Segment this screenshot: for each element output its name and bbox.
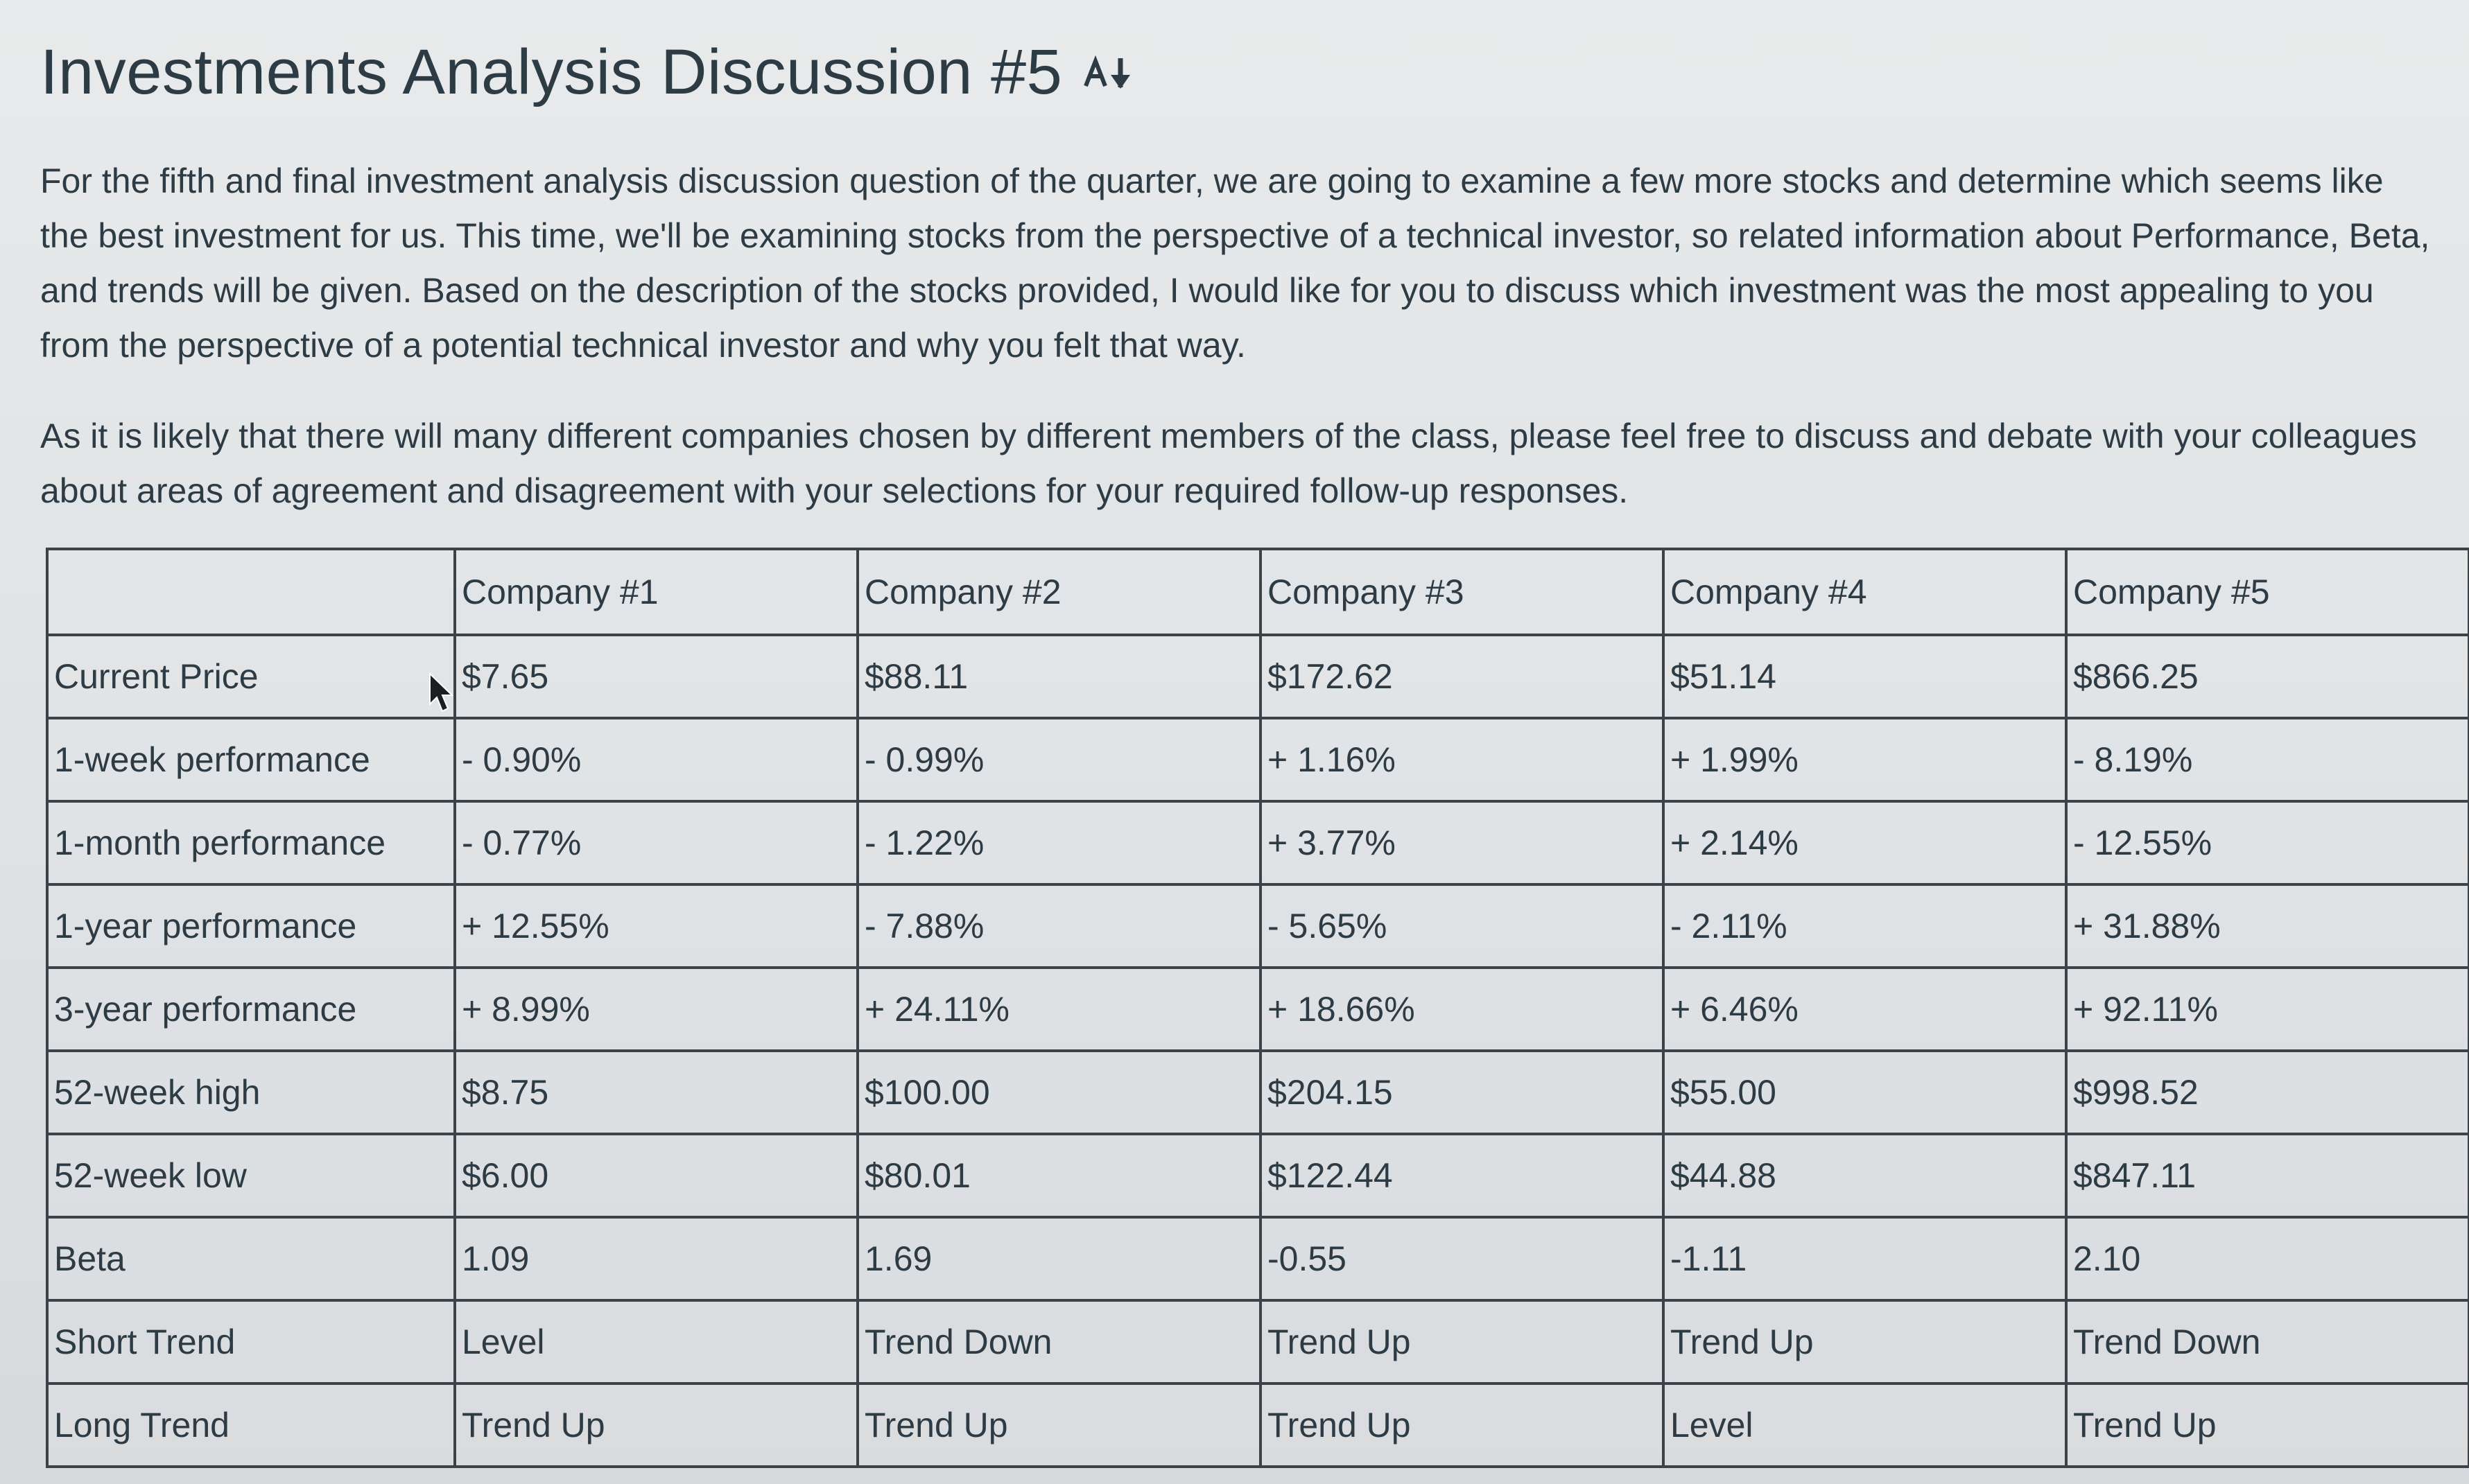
table-cell: - 2.11% [1663,884,2066,968]
table-cell: $122.44 [1261,1134,1663,1217]
table-cell: $51.14 [1663,635,2066,718]
table-cell: $44.88 [1663,1134,2066,1217]
page-title: Investments Analysis Discussion #5 [40,37,1063,107]
row-label: 1-year performance [47,884,455,968]
table-row [47,1134,2469,1217]
table-cell: + 1.99% [1663,718,2066,801]
table-cell: $847.11 [2066,1134,2469,1217]
table-cell: - 1.22% [858,801,1261,884]
table-cell: + 2.14% [1663,801,2066,884]
table-cell: -0.55 [1261,1217,1663,1300]
table-cell: $866.25 [2066,635,2469,718]
table-cell: $204.15 [1261,1051,1663,1134]
instruction-paragraph: As it is likely that there will many different companies chosen by different members of the class, please feel free to discuss and debate with your colleagues about areas of agreement and disagreement with your selections for your required follow-up responses. [40,417,2417,510]
table-cell: Trend Up [1261,1300,1663,1383]
table-cell: $998.52 [2066,1051,2469,1134]
row-label: 3-year performance [47,968,455,1051]
table-cell: + 6.46% [1663,968,2066,1051]
table-row [47,1383,2469,1467]
row-label: Long Trend [47,1383,455,1467]
table-cell: Trend Up [858,1383,1261,1467]
table-cell: $172.62 [1261,635,1663,718]
table-cell: - 7.88% [858,884,1261,968]
table-cell: Trend Up [2066,1383,2469,1467]
table-corner-cell [47,549,455,635]
column-header-company-3: Company #3 [1261,549,1663,635]
table-cell: Level [455,1300,858,1383]
table-row [47,801,2469,884]
table-cell: Trend Down [858,1300,1261,1383]
table-header-row [47,549,2469,635]
row-label: 1-month performance [47,801,455,884]
table-cell: Trend Up [455,1383,858,1467]
table-cell: Trend Up [1663,1300,2066,1383]
table-row [47,1300,2469,1383]
table-cell: 1.09 [455,1217,858,1300]
table-row [47,968,2469,1051]
row-label: 52-week high [47,1051,455,1134]
table-cell: 2.10 [2066,1217,2469,1300]
column-header-company-5: Company #5 [2066,549,2469,635]
table-cell: 1.69 [858,1217,1261,1300]
table-cell: + 8.99% [455,968,858,1051]
table-cell: $8.75 [455,1051,858,1134]
table-cell: $100.00 [858,1051,1261,1134]
table-cell: $80.01 [858,1134,1261,1217]
table-cell: + 31.88% [2066,884,2469,968]
row-label: 52-week low [47,1134,455,1217]
table-cell: + 24.11% [858,968,1261,1051]
table-cell: + 18.66% [1261,968,1663,1051]
row-label: Short Trend [47,1300,455,1383]
table-row [47,1051,2469,1134]
table-cell: - 12.55% [2066,801,2469,884]
table-row [47,718,2469,801]
sort-arrows-icon[interactable] [1083,54,1133,91]
stocks-table [46,548,2469,1468]
table-cell: $55.00 [1663,1051,2066,1134]
table-cell: Trend Down [2066,1300,2469,1383]
row-label: Beta [47,1217,455,1300]
table-cell: $6.00 [455,1134,858,1217]
table-row [47,1217,2469,1300]
column-header-company-2: Company #2 [858,549,1261,635]
table-cell: -1.11 [1663,1217,2066,1300]
table-cell: - 0.90% [455,718,858,801]
table-cell: + 3.77% [1261,801,1663,884]
row-label: Current Price [47,635,455,718]
table-cell: - 0.77% [455,801,858,884]
table-cell: - 0.99% [858,718,1261,801]
column-header-company-1: Company #1 [455,549,858,635]
intro-paragraph: For the fifth and final investment analysis discussion question of the quarter, we are going to examine a few more stocks and determine which seems like the best investment for us. This time, we'll be examining stocks from the perspective of a technical investor, so related information about Performance, Beta, and trends will be given. Based on the description of the stocks provided, I would like for you to discuss which investment was the most appealing to you from the perspective of a potential technical investor and why you felt that way. [40,162,2430,365]
table-cell: - 5.65% [1261,884,1663,968]
table-row [47,884,2469,968]
table-cell: $7.65 [455,635,858,718]
row-label: 1-week performance [47,718,455,801]
table-cell: Trend Up [1261,1383,1663,1467]
column-header-company-4: Company #4 [1663,549,2066,635]
table-cell: + 12.55% [455,884,858,968]
table-cell: - 8.19% [2066,718,2469,801]
table-row [47,635,2469,718]
title-row [40,36,1133,109]
table-cell: + 1.16% [1261,718,1663,801]
table-cell: $88.11 [858,635,1261,718]
table-cell: Level [1663,1383,2066,1467]
mouse-pointer-icon [428,672,453,713]
table-cell: + 92.11% [2066,968,2469,1051]
